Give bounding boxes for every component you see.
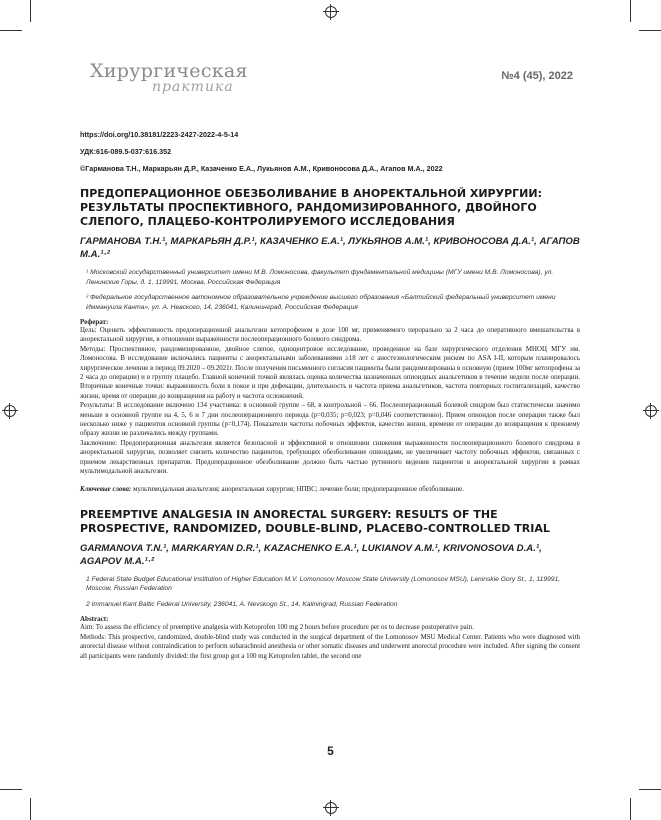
- page-number: 5: [327, 744, 334, 758]
- ru-methods: Методы: Проспективное, рандомизированное, двойное слепое, одноцентровое исследование, проведенное на базе хирургического отделения МНОЦ МГУ им. Ломоносова. В исследование включались пациенты с аноректальными заболеваниями ≥18 лет с анестезиологическим риском по ASA I-II, которым планировалось хирургическое лечение в период 09.2020 – 09.2021г. После получения письменного согласия пациенты были рандомизированы в основную (прием 100мг кетопрофена за 2 часа до операции) и в группу плацебо. Главной конечной точкой являлась оценка количества назначенных опиоидных анальгетиков в течение недели после операции. Вторичные конечные точки: выраженность боли в покое и при дефекации, длительность и частота приема анальгетиков, частота повторных госпитализаций, качество жизни, время от операции до возвращения на работу и частота осложнений.: [80, 345, 580, 400]
- crop-mark: [639, 30, 661, 31]
- journal-name: Хирургическая: [90, 60, 248, 82]
- copyright-line: ©Гарманова Т.Н., Маркарьян Д.Р., Казаченко Е.А., Лукьянов А.М., Кривоносова Д.А., Агапов М.А., 2022: [80, 164, 443, 173]
- crop-mark: [30, 0, 31, 22]
- en-abstract-heading: Abstract:: [80, 615, 109, 624]
- crop-mark: [639, 789, 661, 790]
- crop-mark: [0, 30, 22, 31]
- en-affiliation-1: 1 Federal State Budget Educational Institution of Higher Education M.V. Lomonosov Moscow State University (Lomonosov MSU), Leninskie Gory St., 1, 119991, Moscow, Russian Federation: [86, 575, 561, 593]
- ru-keywords-text: мультимодальная анальгезия; аноректальная хирургия; НПВС; лечение боли; предоперационное обезболивание.: [133, 485, 464, 493]
- ru-conclusion: Заключение: Предоперационная анальгезия является безопасной и эффективной в отношении снижения выраженности послеоперационного болевого синдрома в аноректальной хирургии, позволяет снизить количество пациентов, требующих обезболивание опиоидами, не увеличивает частоту побочных эффектов, связанных с приемом лекарственных препаратов. Предоперационное обезболивание должно быть частью рутинного ведения пациентов в аноректальной хирургии в рамках мультимодальной анальгезии.: [80, 439, 580, 476]
- en-authors: GARMANOVA T.N.¹, MARKARYAN D.R.¹, KAZACHENKO E.A.¹, LUKIANOV A.M.¹, KRIVONOSOVA D.A.¹, AGAPOV M.A.¹·²: [80, 542, 542, 567]
- ru-affiliation-1: ¹ Московский государственный университет имени М.В. Ломоносова, факультет фундаментальной медицины (МГУ имени М.В. Ломоносова), ул. Ленинские Горы, д. 1, 119991, Москва, Российская Федерация: [86, 269, 554, 286]
- en-title: PREEMPTIVE ANALGESIA IN ANORECTAL SURGERY: RESULTS OF THE PROSPECTIVE, RANDOMIZED, DOUBLE-BLIND, PLACEBO-CONTROLLED TRIAL: [80, 507, 550, 535]
- ru-abstract-heading: Реферат:: [80, 318, 109, 326]
- registration-mark-icon: [325, 802, 337, 814]
- ru-affiliation-2: ² Федеральное государственное автономное образовательное учреждение высшего образования «Балтийский федеральный университет имени Иммануила Канта», ул. А. Невского, 14, 236041, Калининград, Российская Федерация: [86, 294, 556, 311]
- en-aim: Aim: To assess the efficiency of preemptive analgesia with Ketoprofen 100 mg 2 hours before procedure per os to decrease postoperative pain.: [80, 624, 474, 632]
- doi-link[interactable]: https://doi.org/10.38181/2223-2427-2022-4-5-14: [80, 130, 239, 139]
- ru-authors: ГАРМАНОВА Т.Н.¹, МАРКАРЬЯН Д.Р.¹, КАЗАЧЕНКО Е.А.¹, ЛУКЬЯНОВ А.М.¹, КРИВОНОСОВА Д.А.¹, АГАПОВ М.А.¹·²: [80, 236, 580, 260]
- ru-title: ПРЕДОПЕРАЦИОННОЕ ОБЕЗБОЛИВАНИЕ В АНОРЕКТАЛЬНОЙ ХИРУРГИИ: РЕЗУЛЬТАТЫ ПРОСПЕКТИВНОГО, РАНДОМИЗИРОВАННОГО, ДВОЙНОГО СЛЕПОГО, ПЛАЦЕБО-КОНТРОЛИРУЕМОГО ИССЛЕДОВАНИЯ: [80, 187, 542, 228]
- en-affiliation-2: 2 Immanuel Kant Baltic Federal University, 236041, A. Nevskogo St., 14, Kaliningrad, Russian Federation: [86, 600, 398, 608]
- ru-results: Результаты: В исследование включено 134 участника: в основной группе – 68, в контрольной – 66. Послеоперационный болевой синдром был статистически значимо меньше в основной группе на 4, 5, 6 и 7 дни послеоперационного периода (p=0,035; p=0,023; p=0,046 соответственно). Прием опиоидов после операции также был несколько ниже у пациентов основной группы (p=0,174). Показатели частоты побочных эффектов, качество жизни, времени от операции до возвращения к прежнему образу жизни не различались между группами.: [80, 402, 580, 438]
- registration-mark-icon: [4, 405, 16, 417]
- journal-logo: [90, 60, 248, 95]
- ru-aim: Цель: Оценить эффективность предоперационной анальгезии кетопрофеном в дозе 100 мг, применяемого перорально за 2 часа до оперативного вмешательства в аноректальной хирургии, в отношении выраженности послеоперационного болевого синдрома.: [80, 327, 580, 344]
- crop-mark: [30, 798, 31, 820]
- journal-subname: практика: [152, 79, 234, 95]
- article-body: [80, 130, 580, 661]
- crop-mark: [0, 789, 22, 790]
- crop-mark: [630, 798, 631, 820]
- ru-keywords-label: Ключевые слова:: [80, 485, 132, 493]
- en-methods: Methods: This prospective, randomized, double-blind study was conducted in the surgical department of the Lomonosov MSU Medical Center. Patients who were diagnosed with anorectal disease without contraindication to perform subarachnoid anesthesia or other somatic diseases and underwent anorectal procedure were included. After signing the consent all participants were randomly divided: the first group got a 100 mg Ketoprofen tablet, the second one: [80, 633, 580, 660]
- ru-keywords: [80, 485, 580, 494]
- udc-code: УДК:616-089.5-037:616.352: [80, 147, 172, 156]
- registration-mark-icon: [325, 6, 337, 18]
- registration-mark-icon: [645, 405, 657, 417]
- crop-mark: [630, 0, 631, 22]
- issue-number: №4 (45), 2022: [501, 70, 573, 82]
